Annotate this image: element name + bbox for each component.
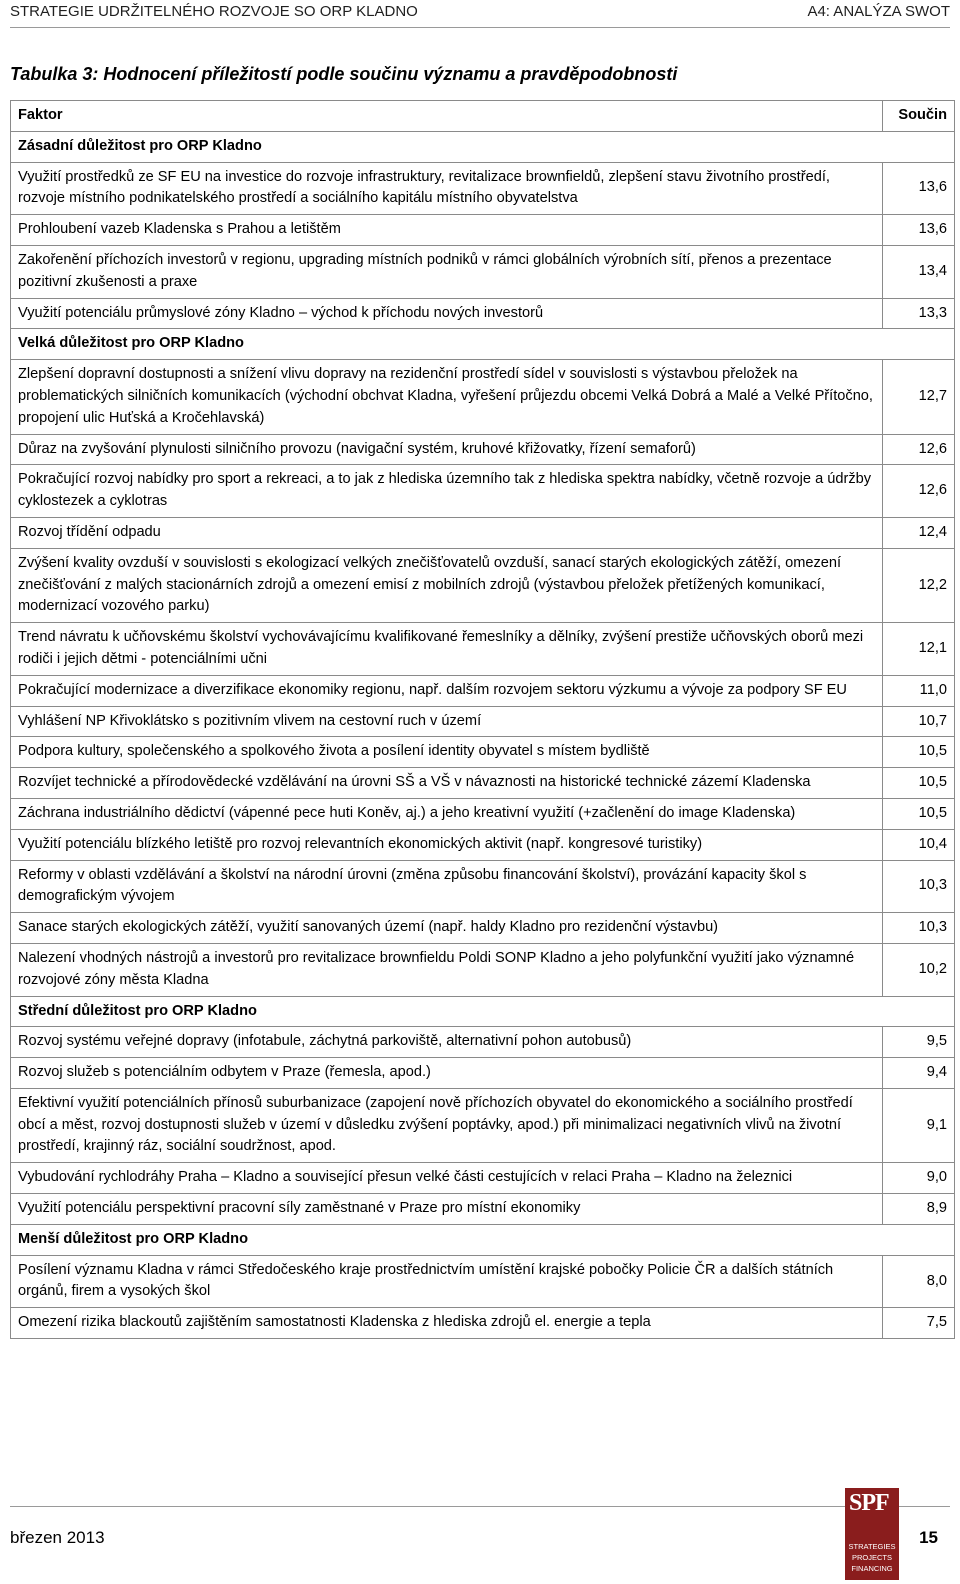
logo-text-line: STRATEGIES: [848, 1542, 896, 1551]
table-row: [11, 1163, 955, 1194]
table-row: [11, 360, 955, 434]
factor-cell: Rozvíjet technické a přírodovědecké vzdělávání na úrovni SŠ a VŠ v návaznosti na historické technické zázemí Kladenska: [11, 768, 883, 799]
table-row: [11, 860, 955, 913]
factor-cell: Rozvoj služeb s potenciálním odbytem v Praze (řemesla, apod.): [11, 1058, 883, 1089]
factor-cell: Trend návratu k učňovskému školství vychovávajícímu kvalifikované řemeslníky a dělníky, zvýšení prestiže učňovských oborů mezi rodiči i jejich dětmi - potenciálními učni: [11, 623, 883, 676]
table-row: [11, 434, 955, 465]
product-cell: 8,0: [883, 1255, 955, 1308]
spf-logo: [845, 1488, 899, 1580]
table-row: [11, 1088, 955, 1162]
table-row: [11, 1058, 955, 1089]
factor-cell: Důraz na zvyšování plynulosti silničního provozu (navigační systém, kruhové křižovatky, řízení semaforů): [11, 434, 883, 465]
section-heading: Menší důležitost pro ORP Kladno: [11, 1224, 883, 1255]
table-row: [11, 517, 955, 548]
header-title: STRATEGIE UDRŽITELNÉHO ROZVOJE SO ORP KLADNO: [10, 3, 418, 20]
product-cell: 13,6: [883, 162, 955, 215]
column-header-product: Součin: [883, 101, 955, 132]
table-row: [11, 1027, 955, 1058]
table-row: [11, 1255, 955, 1308]
product-cell: 10,5: [883, 768, 955, 799]
product-cell: 13,6: [883, 215, 955, 246]
product-cell: 12,1: [883, 623, 955, 676]
section-heading: Velká důležitost pro ORP Kladno: [11, 329, 883, 360]
factor-cell: Využití potenciálu průmyslové zóny Kladno – východ k příchodu nových investorů: [11, 298, 883, 329]
page-header: [10, 0, 950, 25]
factor-cell: Zvýšení kvality ovzduší v souvislosti s ekologizací velkých znečišťovatelů ovzduší, sanací starých ekologických zátěží, omezení znečišťování z malých stacionárních zdrojů a omezení emisí z mobilních zdrojů (výstavbou přeložek přetížených komunikací, modernizací vozového parku): [11, 548, 883, 622]
header-section: A4: ANALÝZA SWOT: [807, 3, 950, 20]
table-caption: Tabulka 3: Hodnocení příležitostí podle součinu významu a pravděpodobnosti: [10, 64, 678, 84]
product-cell: 10,3: [883, 913, 955, 944]
section-row: [11, 1224, 955, 1255]
footer-date: březen 2013: [10, 1528, 105, 1547]
page-number: 15: [919, 1528, 938, 1547]
factor-cell: Podpora kultury, společenského a spolkového života a posílení identity obyvatel s místem bydliště: [11, 737, 883, 768]
product-cell: 7,5: [883, 1308, 955, 1339]
factor-cell: Omezení rizika blackoutů zajištěním samostatnosti Kladenska z hlediska zdrojů el. energie a tepla: [11, 1308, 883, 1339]
product-cell: 10,5: [883, 798, 955, 829]
factor-cell: Vybudování rychlodráhy Praha – Kladno a související přesun velké části cestujících v relaci Praha – Kladno na železnici: [11, 1163, 883, 1194]
product-cell: 12,6: [883, 434, 955, 465]
table-row: [11, 298, 955, 329]
section-row: [11, 996, 955, 1027]
product-cell: 10,7: [883, 706, 955, 737]
table-row: [11, 913, 955, 944]
column-header-factor: Faktor: [11, 101, 883, 132]
table-row: [11, 798, 955, 829]
product-cell: 9,4: [883, 1058, 955, 1089]
table-row: [11, 1308, 955, 1339]
factor-cell: Reformy v oblasti vzdělávání a školství na národní úrovni (změna způsobu financování školství), provázání kapacity škol s demografickým vývojem: [11, 860, 883, 913]
footer-divider: [10, 1506, 950, 1507]
product-cell: 10,4: [883, 829, 955, 860]
logo-text-line: PROJECTS: [851, 1553, 892, 1562]
product-cell: 9,0: [883, 1163, 955, 1194]
factor-cell: Využití potenciálu blízkého letiště pro rozvoj relevantních ekonomických aktivit (např. kongresové turistiky): [11, 829, 883, 860]
section-row: [11, 131, 955, 162]
opportunities-table: [10, 100, 955, 1339]
product-cell: 13,4: [883, 245, 955, 298]
product-cell: 12,7: [883, 360, 955, 434]
section-row: [11, 329, 955, 360]
factor-cell: Nalezení vhodných nástrojů a investorů pro revitalizace brownfieldu Poldi SONP Kladno a jeho polyfunkční využití jako významné rozvojové zóny města Kladna: [11, 943, 883, 996]
factor-cell: Pokračující modernizace a diverzifikace ekonomiky regionu, např. dalším rozvojem sektoru výzkumu a vývoje za podpory SF EU: [11, 675, 883, 706]
factor-cell: Záchrana industriálního dědictví (vápenné pece huti Koněv, aj.) a jeho kreativní využití (+začlenění do image Kladenska): [11, 798, 883, 829]
table-row: [11, 465, 955, 518]
logo-mark: SPF: [849, 1490, 889, 1516]
table-row: [11, 623, 955, 676]
product-cell: 9,1: [883, 1088, 955, 1162]
table-row: [11, 829, 955, 860]
table-row: [11, 548, 955, 622]
table-header-row: [11, 101, 955, 132]
factor-cell: Rozvoj systému veřejné dopravy (infotabule, záchytná parkoviště, alternativní pohon autobusů): [11, 1027, 883, 1058]
factor-cell: Pokračující rozvoj nabídky pro sport a rekreaci, a to jak z hlediska územního tak z hlediska spektra nabídky, včetně rozvoje a údržby cyklostezek a cyklotras: [11, 465, 883, 518]
table-row: [11, 245, 955, 298]
product-cell: 12,2: [883, 548, 955, 622]
product-cell: 9,5: [883, 1027, 955, 1058]
empty-cell: [883, 329, 955, 360]
factor-cell: Sanace starých ekologických zátěží, využití sanovaných území (např. haldy Kladno pro rezidenční výstavbu): [11, 913, 883, 944]
product-cell: 12,6: [883, 465, 955, 518]
factor-cell: Využití prostředků ze SF EU na investice do rozvoje infrastruktury, revitalizace brownfieldů, zlepšení stavu životního prostředí, rozvoje místního podnikatelského prostředí a sociálního kapitálu místního obyvatelstva: [11, 162, 883, 215]
table-row: [11, 162, 955, 215]
factor-cell: Zlepšení dopravní dostupnosti a snížení vlivu dopravy na rezidenční prostředí sídel v souvislosti s výstavbou přeložek na problematických silničních komunikacích (východní obchvat Kladna, vyřešení průjezdu obcemi Velká Dobrá a Malé a Velké Přítočno, propojení ulic Huťská a Kročehlavská): [11, 360, 883, 434]
table-row: [11, 706, 955, 737]
table-row: [11, 737, 955, 768]
product-cell: 8,9: [883, 1194, 955, 1225]
section-heading: Zásadní důležitost pro ORP Kladno: [11, 131, 883, 162]
table-row: [11, 1194, 955, 1225]
product-cell: 12,4: [883, 517, 955, 548]
factor-cell: Prohloubení vazeb Kladenska s Prahou a letištěm: [11, 215, 883, 246]
empty-cell: [883, 131, 955, 162]
header-divider: [10, 27, 950, 28]
product-cell: 10,5: [883, 737, 955, 768]
factor-cell: Rozvoj třídění odpadu: [11, 517, 883, 548]
product-cell: 13,3: [883, 298, 955, 329]
table-row: [11, 943, 955, 996]
table-row: [11, 768, 955, 799]
logo-text-line: FINANCING: [851, 1564, 893, 1573]
section-heading: Střední důležitost pro ORP Kladno: [11, 996, 883, 1027]
product-cell: 11,0: [883, 675, 955, 706]
factor-cell: Využití potenciálu perspektivní pracovní síly zaměstnané v Praze pro místní ekonomiky: [11, 1194, 883, 1225]
factor-cell: Posílení významu Kladna v rámci Středočeského kraje prostřednictvím umístění krajské pobočky Policie ČR a dalších státních orgánů, firem a vysokých škol: [11, 1255, 883, 1308]
table-row: [11, 675, 955, 706]
factor-cell: Zakořenění příchozích investorů v regionu, upgrading místních podniků v rámci globálních výrobních sítí, přenos a prezentace pozitivní zkušenosti a praxe: [11, 245, 883, 298]
empty-cell: [883, 1224, 955, 1255]
product-cell: 10,3: [883, 860, 955, 913]
factor-cell: Vyhlášení NP Křivoklátsko s pozitivním vlivem na cestovní ruch v území: [11, 706, 883, 737]
product-cell: 10,2: [883, 943, 955, 996]
empty-cell: [883, 996, 955, 1027]
factor-cell: Efektivní využití potenciálních přínosů suburbanizace (zapojení nově příchozích obyvatel do ekonomického a sociálního prostředí obcí a měst, rozvoj dostupnosti služeb v území v důsledku zvýšení poptávky, apod.) při minimalizaci negativních vlivů na životní prostředí, krajinný ráz, sociální soudržnost, apod.: [11, 1088, 883, 1162]
table-row: [11, 215, 955, 246]
